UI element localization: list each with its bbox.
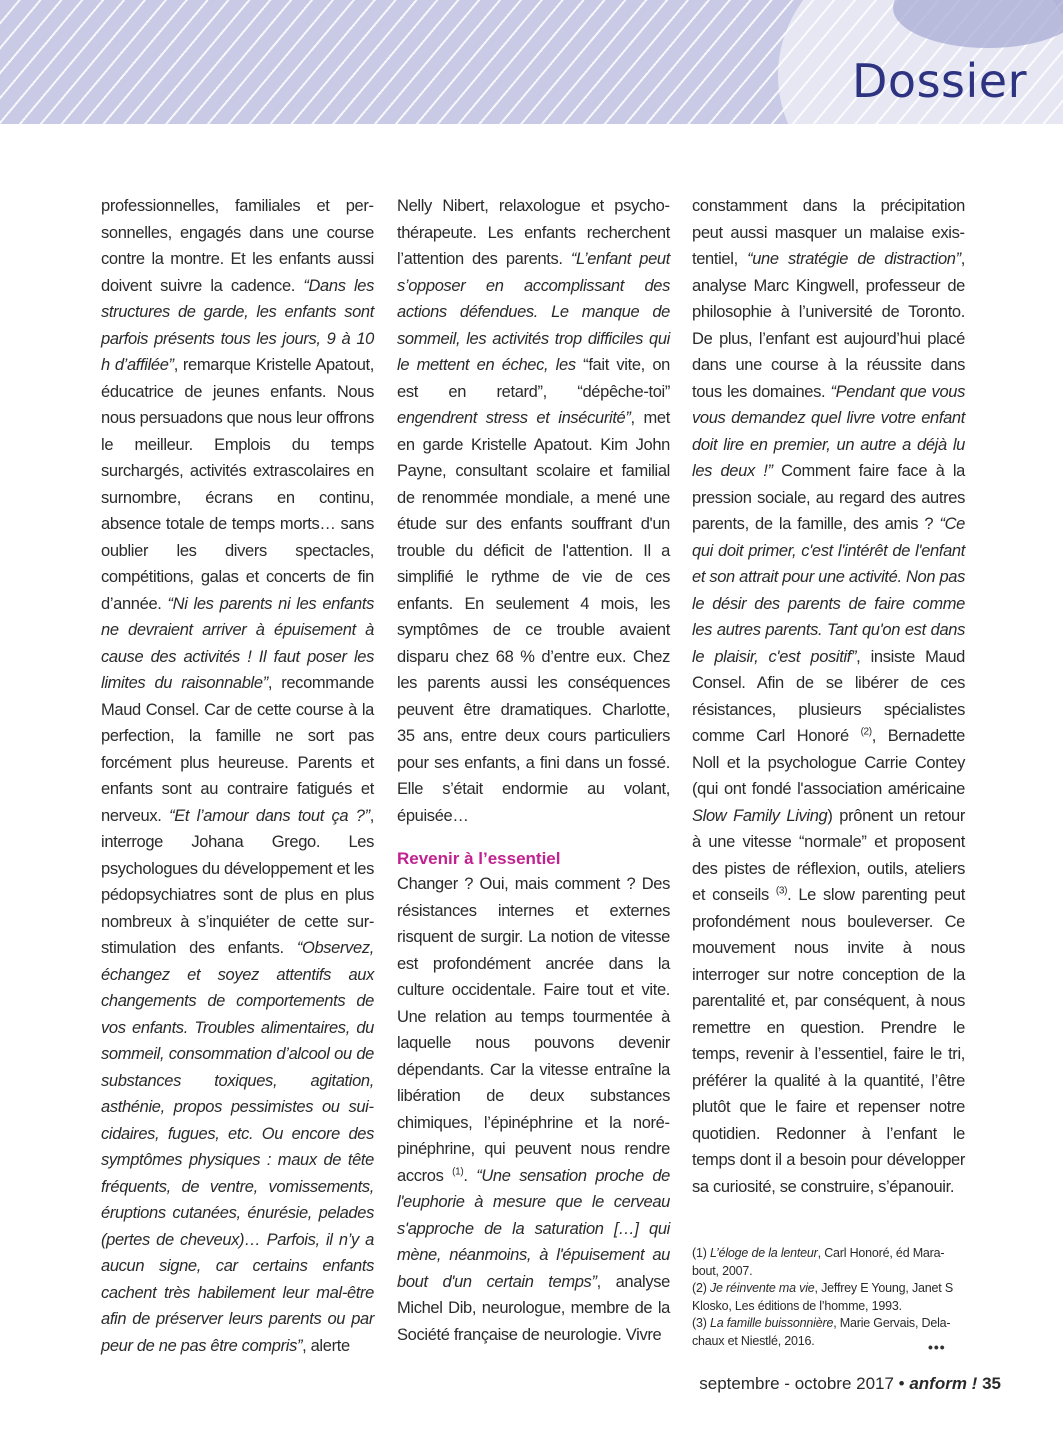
- quote-run: engendrent stress et insécurité”: [397, 409, 631, 427]
- end-mark: •••: [928, 1339, 946, 1355]
- quote-run: Je réinvente ma vie: [709, 1281, 815, 1295]
- page-footer: [699, 1374, 1001, 1394]
- text-run: , Carl Honoré, éd Marabout, 2007.: [692, 1246, 945, 1278]
- article-paragraph: [397, 871, 670, 1348]
- quote-run: La famille buissonnière: [709, 1316, 834, 1330]
- text-run: , remarque Kristelle Apatout, éducatrice de jeunes enfants. Nous nous persuadons que nous leur offrons le meilleur. Emplois du temps surchargés, activités extrascolaires en surnombre, écrans en continu, absence totale de temps morts… sans oublier les divers spectacles, compétitions, galas et concerts de fin d’année.: [101, 356, 374, 613]
- footnotes: [692, 1245, 965, 1350]
- quote-run: “une stratégie de distraction”: [747, 250, 961, 268]
- text-run: (1): [692, 1246, 710, 1260]
- text-run: , Jeffrey E Young, Janet S Klosko, Les éditions de l’homme, 1993.: [692, 1281, 953, 1313]
- text-run: (2): [692, 1281, 710, 1295]
- text-run: Nelly Nibert, relaxologue et psychothérapeute. Les enfants recherchent l’attention des parents.: [397, 197, 670, 268]
- quote-run: “Dans les structures de garde, les enfants sont parfois présents tous les jours, 9 à 10 h d’affilée”: [101, 276, 374, 374]
- text-run: , analyse Marc Kingwell, professeur de philosophie à l’université de Toronto. De plus, l’enfant est aujourd’hui placé dans une course à la réussite dans tous les domaines.: [692, 250, 965, 401]
- footnote: [692, 1280, 965, 1315]
- quote-run: “Et l’amour dans tout ça ?”: [169, 806, 370, 825]
- quote-run: “Ni les parents ni les enfants ne devraient arriver à épuisement à cause des activités ! Il faut poser les limites du raisonnable”: [101, 594, 375, 692]
- quote-run: L’éloge de la lenteur: [709, 1246, 818, 1260]
- article-paragraph: [692, 193, 965, 1200]
- quote-run: “Ce qui doit primer, c'est l'intérêt de l'enfant et son attrait pour une activité. Non pas le désir des parents de faire comme les autres parents. Tant qu'on est dans le plaisir, c'est positif”: [692, 515, 965, 666]
- magazine-brand: anform !: [909, 1374, 978, 1393]
- footnote: [692, 1245, 965, 1280]
- text-run: professionnelles, familiales et personnelles, engagés dans une course contre la montre. Et les enfants aussi doivent suivre la cadence.: [101, 197, 374, 295]
- quote-run: “Une sensation proche de l'euphorie à mesure que le cerveau s'approche de la saturation […] qui mène, néanmoins, à l'épuisement au bout d'un certain temps”: [397, 1166, 671, 1291]
- footer-separator: •: [893, 1374, 910, 1393]
- article-column-3: [692, 193, 965, 1200]
- text-run: ) prônent un retour à une vitesse “normale” et proposent des pistes de réflexion, outils, ateliers et conseils: [692, 806, 965, 904]
- footnote-ref: (1): [452, 1166, 464, 1177]
- text-run: , Marie Gervais, Delachaux et Niestlé, 2016.: [692, 1316, 951, 1348]
- text-run: Changer ? Oui, mais comment ? Des résistances internes et externes risquent de surgir. La notion de vitesse est profondément ancrée dans la culture occidentale. Faire tout et vite. Une relation au temps tourmentée à laquelle nous pouvons devenir dépendants. Car la vitesse entraîne la libération de deux substances chimiques, l’épinéphrine et la norépinéphrine, qui peuvent nous rendre accros: [397, 875, 670, 1185]
- article-paragraph: [101, 193, 374, 1359]
- footnote-ref: (3): [775, 885, 788, 897]
- quote-run: Slow Family Living: [692, 806, 828, 825]
- text-run: , insiste Maud Consel. Afin de se libérer de ces résistances, plusieurs spécialistes comme Carl Honoré: [692, 647, 965, 745]
- text-run: (3): [692, 1316, 710, 1330]
- article-column-2: [397, 193, 670, 1348]
- text-run: , interroge Johana Grego. Les psychologues du développement et les pédopsychiatres sont de plus en plus nombreux à s’inquiéter de cette sur-stimulation des enfants.: [101, 806, 374, 957]
- quote-run: “Observez, échangez et soyez attentifs aux changements de comportements de vos enfants. Troubles alimentaires, du sommeil, consommation d’alcool ou de substances toxiques, agitation, asthénie, propos pessimistes ou suicidaires, fugues, etc. Ou encore des symptômes physiques : maux de tête fréquents, de ventre, vomissements, éruptions cutanées, énurésie, pelades (pertes de cheveux)… Parfois, il n’y a aucun signe, car certains enfants cachent très habilement leur mal-être afin de préserver leurs parents ou par peur de ne pas être compris”: [101, 939, 374, 1355]
- article-paragraph: [397, 193, 670, 829]
- text-run: , recommande Maud Consel. Car de cette course à la perfection, la famille ne sort pas forcément plus heureuse. Parents et enfants sont au contraire fatigués et nerveux.: [101, 674, 375, 825]
- page-number: 35: [982, 1374, 1001, 1393]
- footnote-ref: (2): [860, 726, 872, 738]
- quote-run: “Pendant que vous vous demandez quel livre votre enfant doit lire en premier, un autre a déjà lu les deux !”: [692, 382, 965, 480]
- subheading: Revenir à l’essentiel: [397, 849, 561, 868]
- quote-run: “L’enfant peut s’opposer en accomplissant des actions défendues. Le manque de sommeil, les activités trop difficiles qui le mettent en échec, les: [397, 250, 670, 374]
- text-run: constamment dans la précipitation peut aussi masquer un malaise existentiel,: [692, 197, 965, 268]
- text-run: Comment faire face à la pression sociale, au regard des autres parents, de la famille, des amis ?: [692, 462, 965, 533]
- text-run: , met en garde Kristelle Apatout. Kim John Payne, consultant scolaire et familial de renommée mondiale, a mené une étude sur des enfants souffrant d'un trouble du déficit de l'attention. Il a simplifié le rythme de vie de ces enfants. En seulement 4 mois, les symptômes de ce trouble avaient disparu chez 68 % d’entre eux. Chez les parents aussi les conséquences peuvent être dramatiques. Charlotte, 35 ans, entre deux cours particuliers pour ses enfants, a fini dans un fossé. Elle s’était endormie au volant, épuisée…: [397, 409, 670, 825]
- issue-date: septembre - octobre 2017: [699, 1374, 894, 1393]
- section-title: Dossier: [852, 54, 1027, 108]
- text-run: , analyse Michel Dib, neurologue, membre de la Société française de neurologie. Vivre: [397, 1272, 670, 1344]
- article-column-1: [101, 193, 374, 1359]
- text-run: . Le slow parenting peut profondément nous bouleverser. Ce mouvement nous invite à nous interroger sur notre conception de la parentalité et, par conséquent, à nous remettre en question. Prendre le temps, revenir à l’essentiel, faire le tri, préférer la qualité à la quantité, l’être plutôt que le faire et repenser notre quotidien. Redonner à l’enfant le temps dont il a besoin pour développer sa curiosité, se construire, s’épanouir.: [692, 886, 965, 1196]
- text-run: , Bernadette Noll et la psychologue Carrie Contey (qui ont fondé l'association américaine: [692, 727, 965, 798]
- footnote: [692, 1315, 965, 1350]
- text-run: , alerte: [302, 1336, 350, 1355]
- text-run: “fait vite, on est en retard”, “dépêche-toi”: [397, 356, 670, 401]
- text-run: .: [463, 1166, 477, 1185]
